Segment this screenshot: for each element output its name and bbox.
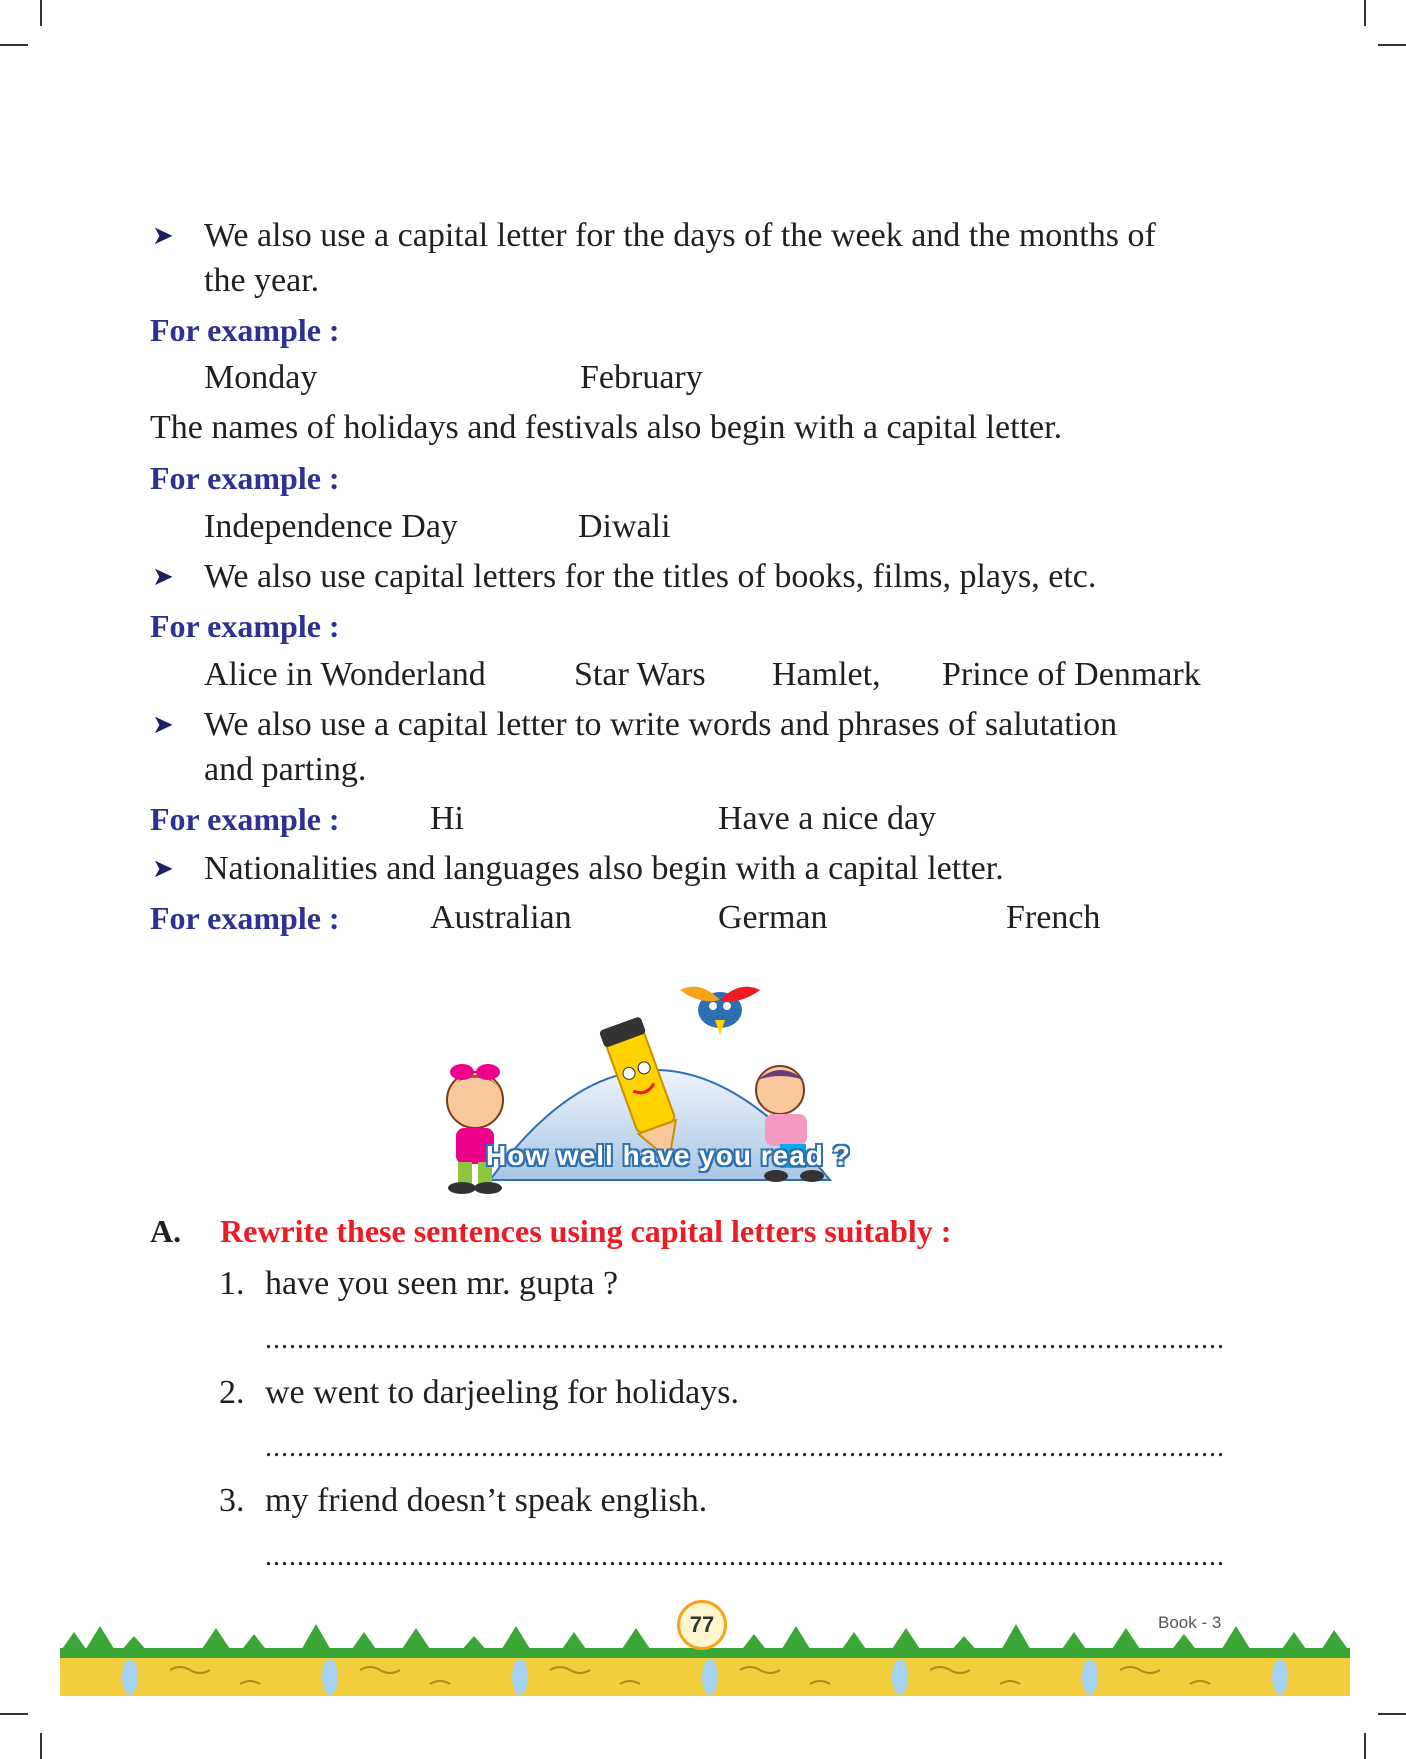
bullet-text: We also use a capital letter for the days of the week and the months of — [204, 217, 1156, 254]
crop-mark — [40, 1733, 42, 1759]
crop-mark — [1378, 44, 1406, 46]
crop-mark — [1364, 0, 1366, 26]
crop-mark — [0, 44, 28, 46]
for-example-label: For example : — [150, 460, 340, 496]
arrow-bullet-icon: ➤ — [152, 854, 174, 883]
example-word: Have a nice day — [718, 800, 937, 837]
arrow-bullet-icon: ➤ — [152, 562, 174, 591]
arrow-bullet-icon: ➤ — [152, 221, 174, 250]
example-word: Independence Day — [204, 508, 458, 545]
for-example-label: For example : — [150, 801, 340, 837]
crop-mark — [1378, 1713, 1406, 1715]
question-number: 2. — [219, 1374, 245, 1411]
bullet-text: We also use a capital letter to write words and phrases of salutation — [204, 706, 1118, 743]
body-sentence: The names of holidays and festivals also begin with a capital letter. — [150, 409, 1063, 446]
arrow-bullet-icon: ➤ — [152, 710, 174, 739]
bullet-text: We also use capital letters for the titles of books, films, plays, etc. — [204, 558, 1097, 595]
exercise-instruction: Rewrite these sentences using capital letters suitably : — [220, 1213, 952, 1249]
question-number: 3. — [219, 1482, 245, 1519]
bullet-text: and parting. — [204, 751, 367, 788]
answer-line[interactable]: ........................................................................................................................ — [265, 1432, 1225, 1463]
for-example-label: For example : — [150, 608, 340, 644]
example-word: Diwali — [578, 508, 671, 545]
book-label: Book - 3 — [1158, 1613, 1222, 1632]
example-word: February — [580, 359, 703, 396]
example-word: Star Wars — [574, 656, 706, 693]
example-word: Australian — [430, 899, 572, 936]
example-word: Hi — [430, 800, 464, 837]
example-word: Hamlet, — [772, 656, 881, 693]
question-text: have you seen mr. gupta ? — [265, 1265, 619, 1302]
question-text: my friend doesn’t speak english. — [265, 1482, 708, 1519]
parrot-character-icon — [680, 987, 760, 1035]
for-example-label: For example : — [150, 900, 340, 936]
example-word: French — [1006, 899, 1101, 936]
banner-title: How well have you read ? — [486, 1140, 851, 1171]
example-word: German — [718, 899, 828, 936]
example-word: Prince of Denmark — [942, 656, 1201, 693]
answer-line[interactable]: ........................................................................................................................ — [265, 1324, 1225, 1355]
example-word: Alice in Wonderland — [204, 656, 486, 693]
bullet-text: the year. — [204, 262, 320, 299]
crop-mark — [0, 1713, 28, 1715]
for-example-label: For example : — [150, 312, 340, 348]
example-word: Monday — [204, 359, 318, 396]
answer-line[interactable]: ........................................................................................................................ — [265, 1541, 1225, 1572]
crop-mark — [40, 0, 42, 26]
question-number: 1. — [219, 1265, 245, 1302]
bullet-text: Nationalities and languages also begin with a capital letter. — [204, 850, 1004, 887]
exercise-label: A. — [150, 1213, 182, 1249]
question-text: we went to darjeeling for holidays. — [265, 1374, 739, 1411]
crop-mark — [1364, 1733, 1366, 1759]
page-number: 77 — [677, 1600, 727, 1650]
